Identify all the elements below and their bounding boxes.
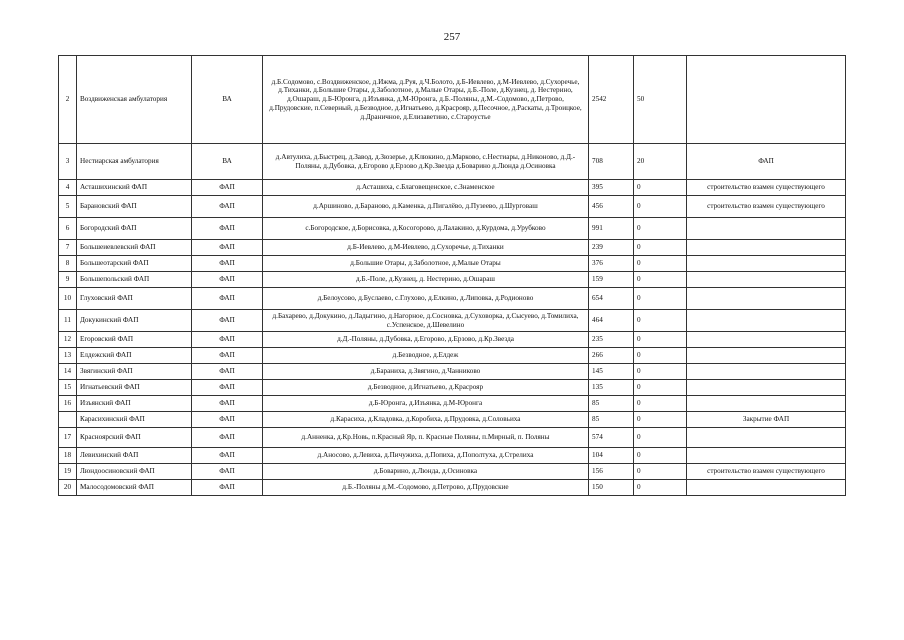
row-number: 7 [59, 240, 77, 256]
population: 376 [589, 256, 634, 272]
note [687, 396, 846, 412]
value: 0 [634, 396, 687, 412]
facility-type: ФАП [192, 380, 263, 396]
served-settlements: д.Боварино, д.Люнда, д.Осиновка [263, 464, 589, 480]
table-row [59, 464, 846, 480]
value: 0 [634, 240, 687, 256]
facility-name: Нестиарская амбулатория [77, 144, 192, 180]
table-row [59, 480, 846, 496]
facility-type: ВА [192, 144, 263, 180]
facility-name: Левихинский ФАП [77, 448, 192, 464]
facility-type: ФАП [192, 272, 263, 288]
value: 20 [634, 144, 687, 180]
row-number: 3 [59, 144, 77, 180]
facility-name: Асташихинский ФАП [77, 180, 192, 196]
row-number [59, 412, 77, 428]
population: 266 [589, 348, 634, 364]
facility-type: ФАП [192, 332, 263, 348]
served-settlements: д.Большие Отары, д.Заболотное, д.Малые Отары [263, 256, 589, 272]
note: ФАП [687, 144, 846, 180]
note [687, 480, 846, 496]
note: строительство взамен существующего [687, 464, 846, 480]
note: строительство взамен существующего [687, 180, 846, 196]
table-row [59, 412, 846, 428]
served-settlements: д.Б.-Поляны д.М.-Содомово, д.Петрово, д.Прудовские [263, 480, 589, 496]
facility-name: Звягинский ФАП [77, 364, 192, 380]
row-number: 13 [59, 348, 77, 364]
served-settlements: д.Анненка, д.Кр.Новь, п.Красный Яр, п. Красные Поляны, п.Мирный, п. Поляны [263, 428, 589, 448]
row-number: 19 [59, 464, 77, 480]
population: 85 [589, 412, 634, 428]
row-number: 5 [59, 196, 77, 218]
facilities-table [58, 55, 846, 496]
row-number: 8 [59, 256, 77, 272]
table-row [59, 196, 846, 218]
facility-name: Глуховский ФАП [77, 288, 192, 310]
table-row [59, 218, 846, 240]
facility-name: Богородский ФАП [77, 218, 192, 240]
served-settlements: д.Безводное, д.Игнатьево, д.Красрояр [263, 380, 589, 396]
value: 0 [634, 412, 687, 428]
served-settlements: д.Д.-Поляны, д.Дубовка, д.Егорово, д.Ерзово, д.Кр.Звезда [263, 332, 589, 348]
population: 145 [589, 364, 634, 380]
value: 0 [634, 428, 687, 448]
page-number: 257 [443, 31, 461, 43]
note [687, 380, 846, 396]
note [687, 428, 846, 448]
population: 574 [589, 428, 634, 448]
value: 0 [634, 448, 687, 464]
served-settlements: д.Б-Юронга, д.Изъянка, д.М-Юронга [263, 396, 589, 412]
table-row [59, 348, 846, 364]
facility-type: ФАП [192, 310, 263, 332]
row-number: 15 [59, 380, 77, 396]
table-body [59, 56, 846, 496]
note [687, 240, 846, 256]
row-number: 9 [59, 272, 77, 288]
facility-type: ВА [192, 56, 263, 144]
row-number: 20 [59, 480, 77, 496]
served-settlements: д.Безводное, д.Елдеж [263, 348, 589, 364]
facility-name: Большепольский ФАП [77, 272, 192, 288]
served-settlements: д.Аносово, д.Левиха, д.Пичужиха, д.Попиха, д.Пополтуха, д.Стрелиха [263, 448, 589, 464]
table-row [59, 56, 846, 144]
served-settlements: д.Бахарево, д.Докукино, д.Ладыгино, д.Нагорное, д.Сосновка, д.Суховорка, д.Сысуево, д.Томилиха, с.Успенское, д.Шевелино [263, 310, 589, 332]
facility-type: ФАП [192, 256, 263, 272]
facility-type: ФАП [192, 396, 263, 412]
population: 991 [589, 218, 634, 240]
facility-name: Докукинский ФАП [77, 310, 192, 332]
population: 150 [589, 480, 634, 496]
facility-name: Егоровский ФАП [77, 332, 192, 348]
population: 708 [589, 144, 634, 180]
note [687, 256, 846, 272]
facility-type: ФАП [192, 218, 263, 240]
facility-type: ФАП [192, 480, 263, 496]
population: 456 [589, 196, 634, 218]
row-number: 14 [59, 364, 77, 380]
facility-name: Воздвиженская амбулатория [77, 56, 192, 144]
facility-type: ФАП [192, 448, 263, 464]
note [687, 364, 846, 380]
population: 85 [589, 396, 634, 412]
facility-name: Большеиевлевский ФАП [77, 240, 192, 256]
facility-type: ФАП [192, 348, 263, 364]
value: 0 [634, 364, 687, 380]
served-settlements: д.Б.-Поле, д.Кузнец, д. Нестерино, д.Ошараш [263, 272, 589, 288]
facility-type: ФАП [192, 412, 263, 428]
note [687, 332, 846, 348]
population: 135 [589, 380, 634, 396]
table-row [59, 272, 846, 288]
value: 0 [634, 218, 687, 240]
table-row [59, 332, 846, 348]
table-row [59, 364, 846, 380]
table-row [59, 256, 846, 272]
population: 235 [589, 332, 634, 348]
facility-name: Елдежский ФАП [77, 348, 192, 364]
row-number: 17 [59, 428, 77, 448]
facility-type: ФАП [192, 288, 263, 310]
note [687, 348, 846, 364]
value: 0 [634, 310, 687, 332]
note [687, 218, 846, 240]
value: 0 [634, 480, 687, 496]
table-row [59, 380, 846, 396]
value: 0 [634, 180, 687, 196]
row-number: 6 [59, 218, 77, 240]
served-settlements: д.Б-Иевлево, д.М-Иевлево, д.Сухоречье, д.Тиханки [263, 240, 589, 256]
note: Закрытие ФАП [687, 412, 846, 428]
row-number: 12 [59, 332, 77, 348]
table-row [59, 448, 846, 464]
value: 0 [634, 332, 687, 348]
population: 156 [589, 464, 634, 480]
row-number: 4 [59, 180, 77, 196]
facility-name: Изъянский ФАП [77, 396, 192, 412]
served-settlements: д.Аршиново, д.Бараново, д.Каменка, д.Пигалёво, д.Пузеево, д.Шурговаш [263, 196, 589, 218]
value: 0 [634, 380, 687, 396]
table-row [59, 310, 846, 332]
table-row [59, 144, 846, 180]
value: 50 [634, 56, 687, 144]
served-settlements: д.Белоусово, д.Буслаево, с.Глухово, д.Елкино, д.Липовка, д.Родионово [263, 288, 589, 310]
population: 239 [589, 240, 634, 256]
served-settlements: д.Бараниха, д.Звягино, д.Чанниково [263, 364, 589, 380]
table-row [59, 240, 846, 256]
population: 2542 [589, 56, 634, 144]
table-row [59, 288, 846, 310]
value: 0 [634, 348, 687, 364]
note [687, 448, 846, 464]
served-settlements: д.Б.Содомово, с.Воздвиженское, д.Ижма, д.Руя, д.Ч.Болото, д.Б-Иевлево, д.М-Иевлево, д.Сухоречье, д.Тиханки, д.Большие Отары, д.Заболотное, д.Малые Отары, д.Б.-Поле, д.Кузнец, д. Нестерино, д.Ошараш, д.Б-Юронга, д.Изъянка, д.М-Юронга, д.Б.-Поляны, д.М.-Содомово, д.Петрово, д.Прудовские, п.Северный, д.Безводное, д.Игнатьево, д.Красрояр, д.Песочное, д.Раскаты, д.Троицкое, д.Драничное, д.Елизаветино, с.Староустье [263, 56, 589, 144]
population: 159 [589, 272, 634, 288]
table-row [59, 428, 846, 448]
facility-type: ФАП [192, 180, 263, 196]
note: строительство взамен существующего [687, 196, 846, 218]
table-row [59, 396, 846, 412]
population: 104 [589, 448, 634, 464]
served-settlements: с.Богородское, д.Борисовка, д.Косогорово, д.Лалакино, д.Курдома, д.Урубково [263, 218, 589, 240]
note [687, 310, 846, 332]
facility-name: Карасихинский ФАП [77, 412, 192, 428]
facility-name: Барановский ФАП [77, 196, 192, 218]
row-number: 2 [59, 56, 77, 144]
served-settlements: д.Асташиха, с.Благовещенское, с.Знаменское [263, 180, 589, 196]
served-settlements: д.Карасиха, д.Кладовка, д.Коробиха, д.Прудовка, д.Соловьиха [263, 412, 589, 428]
row-number: 16 [59, 396, 77, 412]
note [687, 56, 846, 144]
table-row [59, 180, 846, 196]
served-settlements: д.Автулиха, д.Быстрец, д.Завод, д.Зюзерье, д.Клюкино, д.Марково, с.Нестиары, д.Никоново, д.Д.-Поляны, д.Дубовка, д.Егорово д.Ерзово д.Кр.Звезда д.Боварино д.Люнда д.Осиновка [263, 144, 589, 180]
population: 395 [589, 180, 634, 196]
row-number: 18 [59, 448, 77, 464]
value: 0 [634, 272, 687, 288]
value: 0 [634, 288, 687, 310]
facility-type: ФАП [192, 364, 263, 380]
facility-name: Малосодомовский ФАП [77, 480, 192, 496]
value: 0 [634, 256, 687, 272]
population: 464 [589, 310, 634, 332]
row-number: 11 [59, 310, 77, 332]
facility-type: ФАП [192, 464, 263, 480]
row-number: 10 [59, 288, 77, 310]
value: 0 [634, 464, 687, 480]
facility-type: ФАП [192, 196, 263, 218]
population: 654 [589, 288, 634, 310]
value: 0 [634, 196, 687, 218]
note [687, 288, 846, 310]
facility-name: Игнатьевский ФАП [77, 380, 192, 396]
facility-name: Люндоосиновский ФАП [77, 464, 192, 480]
facility-name: Красноярский ФАП [77, 428, 192, 448]
facility-type: ФАП [192, 428, 263, 448]
facility-type: ФАП [192, 240, 263, 256]
facility-name: Большеотарский ФАП [77, 256, 192, 272]
note [687, 272, 846, 288]
